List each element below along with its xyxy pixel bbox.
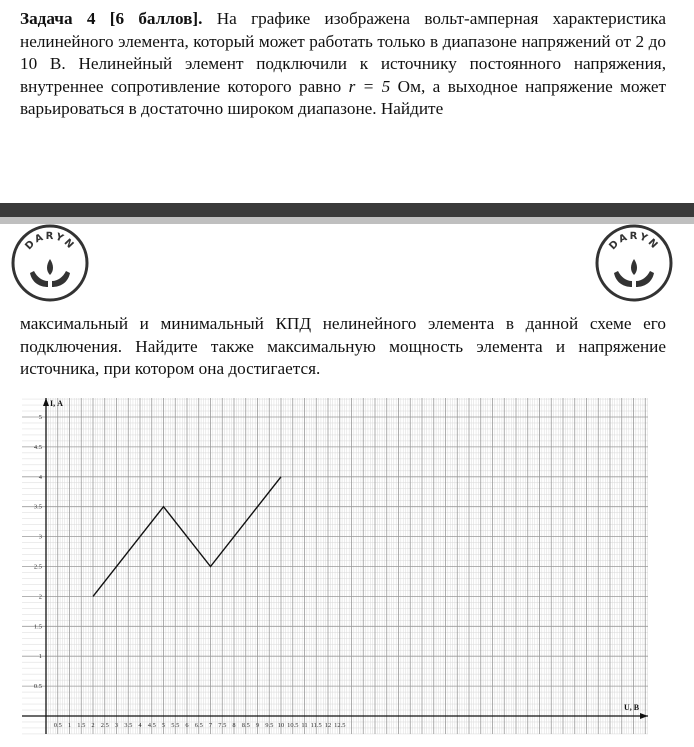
chart-grid-minor — [22, 398, 648, 734]
iv-characteristic-chart — [18, 394, 654, 739]
x-tick-label: 8.5 — [241, 722, 250, 729]
x-tick-label: 9.5 — [265, 722, 274, 729]
logo-text-left: DARYN — [23, 230, 77, 253]
x-tick-label: 5 — [161, 722, 166, 729]
x-tick-label: 3.5 — [124, 722, 133, 729]
y-tick-label: 1 — [38, 653, 42, 661]
logo-text-right: DARYN — [607, 230, 661, 253]
page-break-bar — [0, 203, 694, 217]
x-tick-label: 1.5 — [77, 722, 86, 729]
y-tick-label: 2.5 — [33, 563, 42, 571]
daryn-logo-right — [594, 223, 674, 303]
y-axis-label: I, А — [50, 399, 63, 408]
x-tick-label: 5.5 — [171, 722, 180, 729]
x-tick-label: 7 — [208, 722, 213, 729]
x-tick-label: 3 — [114, 722, 119, 729]
x-tick-label: 0.5 — [53, 722, 62, 729]
x-tick-label: 10 — [277, 722, 285, 729]
daryn-logo-left — [10, 223, 90, 303]
y-tick-label: 3 — [38, 533, 42, 541]
resistance-expression: r = 5 — [348, 76, 391, 96]
problem-text-part2: , а выходное напряжение может варьироваться в достаточно широком диапазоне. Найдите — [20, 76, 667, 118]
chart-tick-labels — [34, 414, 346, 729]
x-tick-label: 8 — [232, 722, 236, 729]
y-tick-label: 4 — [38, 473, 42, 481]
x-tick-label: 12 — [324, 722, 332, 729]
x-tick-label: 7.5 — [218, 722, 227, 729]
svg-text:DARYN — [23, 231, 76, 252]
x-tick-label: 6 — [185, 722, 189, 729]
y-tick-label: 4.5 — [33, 443, 42, 451]
x-tick-label: 12.5 — [334, 722, 346, 729]
x-tick-label: 10.5 — [287, 722, 299, 729]
y-tick-label: 1.5 — [33, 623, 42, 631]
resistance-unit: Ом — [397, 76, 421, 96]
x-tick-label: 11.5 — [310, 722, 322, 729]
x-axis-arrow-icon — [640, 713, 648, 719]
problem-paragraph-top — [20, 8, 666, 121]
problem-text-part1: На графике изображена вольт-амперная характеристика нелинейного элемента, который может работать только в диапазоне напряжений от 2 до 10 В. Нелинейный элемент подключили к источнику постоянного напряжения, внутреннее сопротивление которого равно — [20, 9, 666, 96]
x-tick-label: 1 — [67, 722, 72, 729]
x-tick-label: 4.5 — [147, 722, 156, 729]
x-tick-label: 2.5 — [100, 722, 109, 729]
y-tick-label: 2 — [38, 593, 42, 601]
x-tick-label: 11 — [301, 722, 308, 729]
x-axis-label: U, В — [624, 703, 640, 712]
x-tick-label: 2 — [91, 722, 95, 729]
x-tick-label: 9 — [255, 722, 260, 729]
problem-paragraph-bottom — [20, 313, 666, 381]
y-tick-label: 5 — [38, 414, 42, 421]
y-tick-label: 0.5 — [33, 683, 42, 691]
svg-text:DARYN — [607, 231, 660, 252]
problem-heading: Задача 4 [6 баллов]. — [20, 9, 203, 28]
page-break-shadow — [0, 217, 694, 224]
x-tick-label: 4 — [138, 722, 142, 729]
y-tick-label: 3.5 — [33, 503, 42, 511]
x-tick-label: 6.5 — [194, 722, 203, 729]
problem-text-part3: максимальный и минимальный КПД нелинейного элемента в данной схеме его подключения. Найдите также максимальную мощность элемента и напряжение источника, при котором она достигается. — [20, 314, 666, 378]
